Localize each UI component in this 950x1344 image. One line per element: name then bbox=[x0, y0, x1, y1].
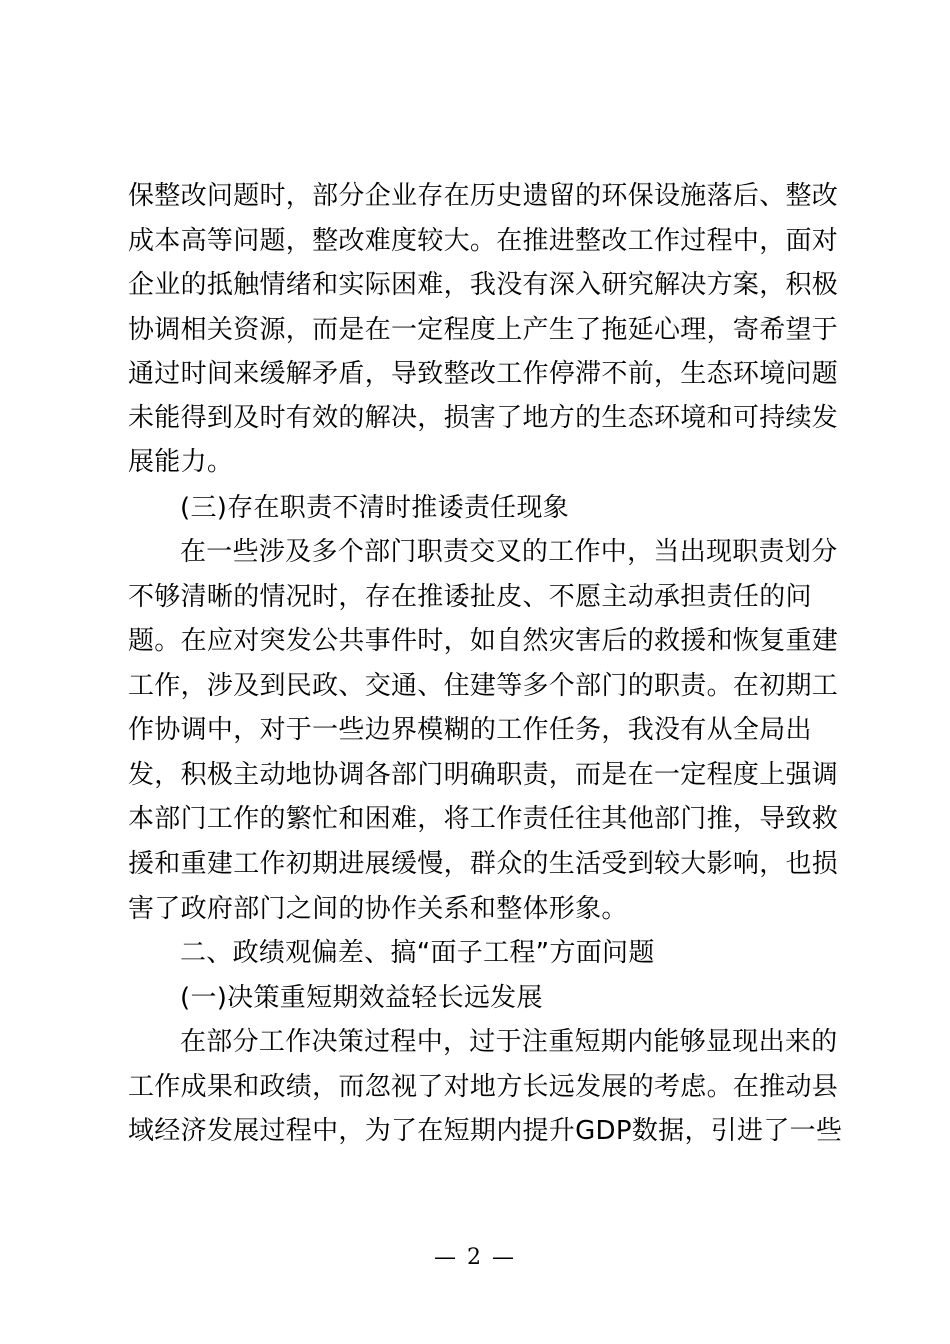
section-heading: 二、政绩观偏差、搞“面子工程”方面问题 bbox=[180, 938, 655, 968]
body-text-line: 题。在应对突发公共事件时，如自然灾害后的救援和恢复重建 bbox=[128, 626, 839, 656]
page-number: — 2 — bbox=[434, 1245, 516, 1270]
body-text-line: 不够清晰的情况时，存在推诿扯皮、不愿主动承担责任的问 bbox=[128, 582, 812, 612]
body-text-line: 工作成果和政绩，而忽视了对地方长远发展的考虑。在推动县 bbox=[128, 1072, 839, 1102]
body-text-line: 成本高等问题，整改难度较大。在推进整改工作过程中，面对 bbox=[128, 226, 839, 256]
paragraph-first-line: 在部分工作决策过程中，过于注重短期内能够显现出来的 bbox=[180, 1027, 838, 1057]
body-text-line: 工作，涉及到民政、交通、住建等多个部门的职责。在初期工 bbox=[128, 671, 839, 701]
body-text-line: 通过时间来缓解矛盾，导致整改工作停滞不前，生态环境问题 bbox=[128, 359, 839, 389]
body-text-line: 发，积极主动地协调各部门明确职责，而是在一定程度上强调 bbox=[128, 760, 839, 790]
body-text-line: 展能力。 bbox=[128, 447, 234, 477]
body-text-line: 害了政府部门之间的协作关系和整体形象。 bbox=[128, 894, 628, 924]
body-text-line: 援和重建工作初期进展缓慢，群众的生活受到较大影响，也损 bbox=[128, 849, 839, 879]
subsection-heading: (三)存在职责不清时推诿责任现象 bbox=[180, 493, 570, 523]
body-text-line: 本部门工作的繁忙和困难，将工作责任往其他部门推，导致救 bbox=[128, 804, 839, 834]
subsection-heading: (一)决策重短期效益轻长远发展 bbox=[180, 983, 543, 1013]
body-text-line: 域经济发展过程中，为了在短期内提升GDP数据，引进了一些 bbox=[128, 1116, 843, 1146]
body-text-line: 未能得到及时有效的解决，损害了地方的生态环境和可持续发 bbox=[128, 403, 839, 433]
paragraph-first-line: 在一些涉及多个部门职责交叉的工作中，当出现职责划分 bbox=[180, 537, 838, 567]
body-text-line: 企业的抵触情绪和实际困难，我没有深入研究解决方案，积极 bbox=[128, 270, 839, 300]
body-text-line: 协调相关资源，而是在一定程度上产生了拖延心理，寄希望于 bbox=[128, 315, 839, 345]
body-text-line: 保整改问题时，部分企业存在历史遗留的环保设施落后、整改 bbox=[128, 181, 839, 211]
body-text-line: 作协调中，对于一些边界模糊的工作任务，我没有从全局出 bbox=[128, 715, 812, 745]
